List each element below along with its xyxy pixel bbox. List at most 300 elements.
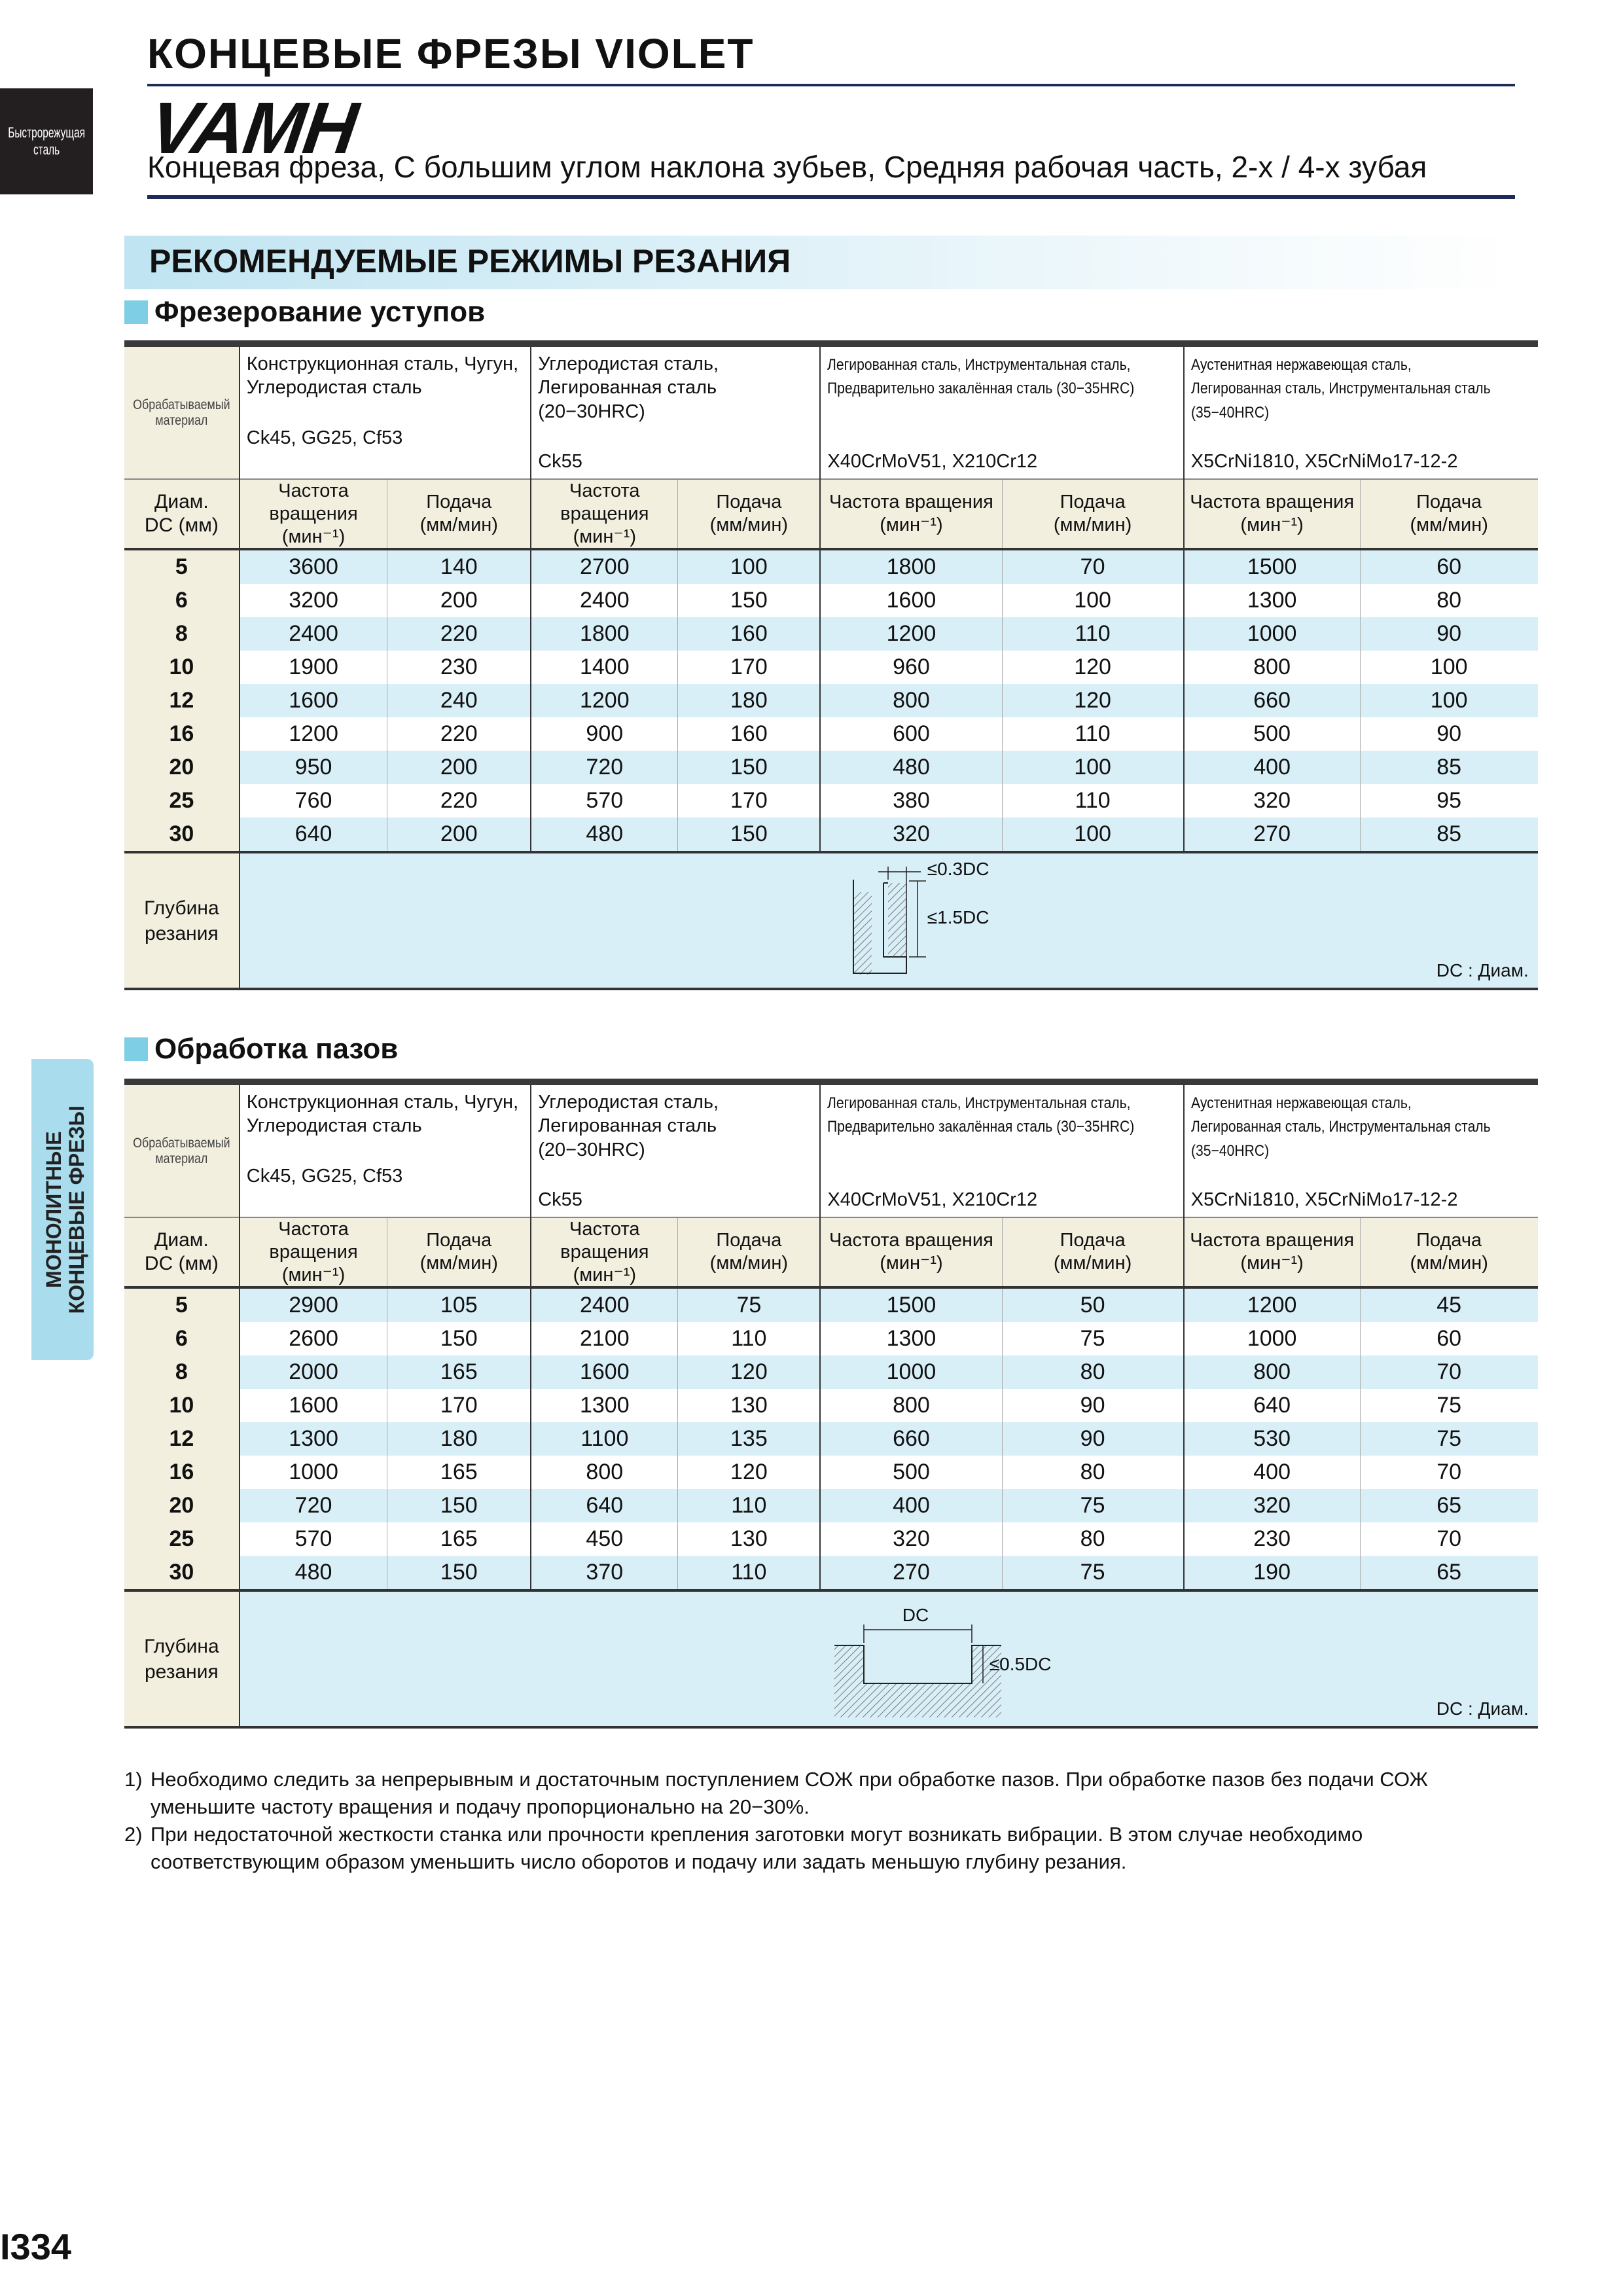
speed-cell: 370 (531, 1556, 678, 1590)
speed-header-line2: (мин⁻¹) (281, 1264, 346, 1285)
feed-header-line1: Подача (1416, 1230, 1482, 1251)
feed-header-line1: Подача (426, 492, 492, 513)
feed-cell: 90 (1002, 1389, 1184, 1422)
depth-of-cut-diagram-cell (240, 852, 1538, 989)
speed-cell: 2000 (240, 1355, 387, 1389)
material-group-1 (240, 1082, 531, 1217)
feed-cell: 130 (678, 1522, 821, 1556)
diameter-header-line2: DC (мм) (144, 514, 219, 537)
feed-cell: 200 (387, 817, 531, 852)
material-name-line: Легированная сталь, Инструментальная сталь, (827, 356, 1131, 374)
diameter-cell: 20 (124, 751, 240, 784)
speed-cell: 1200 (1184, 1287, 1360, 1322)
material-group-2 (531, 344, 820, 479)
speed-cell: 1600 (531, 1355, 678, 1389)
material-group-1 (240, 344, 531, 479)
speed-cell: 800 (820, 1389, 1002, 1422)
speed-cell: 1200 (531, 684, 678, 717)
feed-cell: 70 (1360, 1355, 1538, 1389)
speed-cell: 800 (1184, 651, 1360, 684)
material-standards: Ck45, GG25, Cf53 (246, 427, 403, 448)
feed-cell: 240 (387, 684, 531, 717)
material-name-line: (35−40HRC) (1190, 403, 1269, 422)
feed-cell: 95 (1360, 784, 1538, 817)
table1-title: Фрезерование уступов (154, 296, 486, 328)
page-title: КОНЦЕВЫЕ ФРЕЗЫ VIOLET (147, 30, 755, 77)
material-name-line: Предварительно закалённая сталь (30−35HRC) (827, 380, 1135, 398)
speed-cell: 1000 (1184, 617, 1360, 651)
dc-legend: DC : Диам. (1436, 1698, 1529, 1719)
speed-header (1184, 1217, 1360, 1287)
footnote-1: 1) Необходимо следить за непрерывным и достаточным поступлением СОЖ при обработке пазов. При обработке пазов без подачи СОЖ уменьшите частоту вращения и подачу пропорционально на 20−30%. (124, 1768, 1429, 1818)
speed-cell: 570 (531, 784, 678, 817)
diameter-cell: 25 (124, 1522, 240, 1556)
table-row (124, 1556, 1538, 1590)
feed-cell: 110 (1002, 617, 1184, 651)
footnote-2: 2) При недостаточной жесткости станка или прочности крепления заготовки могут возникать вибрации. В этом случае необходимо соответствующим образом уменьшить число оборотов и подачу или задать меньшую глубину резания. (124, 1823, 1363, 1873)
speed-header (531, 479, 678, 549)
speed-header (240, 479, 387, 549)
speed-cell: 1600 (820, 584, 1002, 617)
feed-cell: 165 (387, 1522, 531, 1556)
feed-cell: 75 (1002, 1556, 1184, 1590)
speed-header-line1: Частота вращения (1190, 492, 1355, 513)
speed-cell: 900 (531, 717, 678, 751)
speed-cell: 320 (820, 817, 1002, 852)
speed-cell: 1300 (1184, 584, 1360, 617)
table-row (124, 651, 1538, 684)
feed-cell: 110 (1002, 717, 1184, 751)
square-bullet-icon (124, 300, 148, 324)
table-row (124, 817, 1538, 852)
feed-header (678, 1217, 821, 1287)
feed-cell: 85 (1360, 751, 1538, 784)
feed-header (1002, 1217, 1184, 1287)
depth-radial-label: ≤0.3DC (927, 859, 990, 880)
diameter-cell: 10 (124, 1389, 240, 1422)
speed-cell: 480 (240, 1556, 387, 1590)
shoulder-depth-diagram (240, 853, 1538, 988)
material-name-line: Аустенитная нержавеющая сталь, (1190, 356, 1412, 374)
feed-cell: 75 (678, 1287, 821, 1322)
speed-cell: 2400 (240, 617, 387, 651)
speed-cell: 1300 (531, 1389, 678, 1422)
speed-cell: 720 (531, 751, 678, 784)
speed-cell: 640 (531, 1489, 678, 1522)
table-row (124, 784, 1538, 817)
diameter-cell: 30 (124, 1556, 240, 1590)
feed-cell: 110 (678, 1322, 821, 1355)
feed-header-line1: Подача (1416, 492, 1482, 513)
material-name-line: Аустенитная нержавеющая сталь, (1190, 1094, 1412, 1112)
feed-cell: 135 (678, 1422, 821, 1456)
feed-cell: 65 (1360, 1489, 1538, 1522)
feed-cell: 150 (678, 584, 821, 617)
feed-cell: 100 (1360, 684, 1538, 717)
cutting-table-shoulder (124, 340, 1538, 990)
feed-cell: 110 (678, 1489, 821, 1522)
speed-cell: 1500 (1184, 549, 1360, 584)
feed-cell: 90 (1360, 717, 1538, 751)
table-row (124, 1456, 1538, 1489)
feed-cell: 80 (1002, 1522, 1184, 1556)
material-label (124, 1082, 240, 1217)
material-row (124, 1082, 1538, 1217)
speed-cell: 270 (820, 1556, 1002, 1590)
speed-cell: 3600 (240, 549, 387, 584)
feed-cell: 65 (1360, 1556, 1538, 1590)
slot-depth-diagram (240, 1592, 1538, 1726)
feed-cell: 100 (678, 549, 821, 584)
material-name-line (827, 400, 1176, 423)
speed-cell: 1900 (240, 651, 387, 684)
feed-cell: 150 (678, 751, 821, 784)
speed-cell: 190 (1184, 1556, 1360, 1590)
speed-cell: 660 (820, 1422, 1002, 1456)
speed-cell: 380 (820, 784, 1002, 817)
speed-cell: 1200 (820, 617, 1002, 651)
speed-header-line2: (мин⁻¹) (1240, 1253, 1304, 1274)
material-standards: X5CrNi1810, X5CrNiMo17-12-2 (1190, 1189, 1458, 1210)
speed-header (1184, 479, 1360, 549)
speed-cell: 1000 (240, 1456, 387, 1489)
speed-cell: 2900 (240, 1287, 387, 1322)
feed-cell: 170 (678, 784, 821, 817)
section-title: РЕКОМЕНДУЕМЫЕ РЕЖИМЫ РЕЗАНИЯ (149, 243, 791, 279)
table-row (124, 1422, 1538, 1456)
material-standards: X5CrNi1810, X5CrNiMo17-12-2 (1190, 450, 1458, 472)
speed-cell: 400 (820, 1489, 1002, 1522)
feed-cell: 90 (1360, 617, 1538, 651)
speed-cell: 320 (820, 1522, 1002, 1556)
diameter-cell: 8 (124, 1355, 240, 1389)
feed-cell: 75 (1360, 1389, 1538, 1422)
feed-header-line2: (мм/мин) (1410, 514, 1488, 536)
diameter-header (124, 479, 240, 549)
feed-header-line2: (мм/мин) (1410, 1253, 1488, 1274)
speed-cell: 480 (531, 817, 678, 852)
material-group-3 (820, 1082, 1183, 1217)
material-group-4 (1184, 344, 1538, 479)
material-standards: X40CrMoV51, X210Cr12 (827, 1189, 1038, 1210)
speed-cell: 1200 (240, 717, 387, 751)
material-label-text: Обрабатываемый материал (133, 1135, 230, 1166)
depth-axial-label: ≤1.5DC (927, 907, 990, 928)
speed-cell: 1600 (240, 684, 387, 717)
material-group-2 (531, 1082, 820, 1217)
material-name-line: Предварительно закалённая сталь (30−35HRC) (827, 1118, 1135, 1136)
feed-header-line1: Подача (426, 1230, 492, 1251)
feed-cell: 80 (1360, 584, 1538, 617)
material-name-line: Легированная сталь, Инструментальная сталь (1190, 1118, 1491, 1136)
diameter-cell: 5 (124, 1287, 240, 1322)
diameter-cell: 12 (124, 1422, 240, 1456)
feed-cell: 150 (387, 1556, 531, 1590)
feed-cell: 110 (1002, 784, 1184, 817)
speed-cell: 2600 (240, 1322, 387, 1355)
column-header-row (124, 1217, 1538, 1287)
speed-header (820, 1217, 1002, 1287)
feed-cell: 180 (387, 1422, 531, 1456)
feed-cell: 60 (1360, 1322, 1538, 1355)
material-label (124, 344, 240, 479)
speed-cell: 480 (820, 751, 1002, 784)
material-name-line (827, 1138, 1176, 1162)
speed-header-line2: (мин⁻¹) (880, 1253, 943, 1274)
material-name-line: Углеродистая сталь, (538, 1092, 719, 1113)
table-row (124, 1522, 1538, 1556)
diameter-cell: 8 (124, 617, 240, 651)
material-name-line: Легированная сталь, Инструментальная сталь (1190, 380, 1491, 398)
speed-cell: 1600 (240, 1389, 387, 1422)
material-row (124, 344, 1538, 479)
speed-cell: 450 (531, 1522, 678, 1556)
feed-cell: 120 (678, 1456, 821, 1489)
speed-header-line1: Частота вращения (269, 1219, 358, 1263)
depth-of-cut-diagram-cell (240, 1590, 1538, 1727)
footnotes (124, 1766, 1518, 1876)
table-row (124, 1389, 1538, 1422)
side-tab-solid-end-mills-label: МОНОЛИТНЫЕ КОНЦЕВЫЕ ФРЕЗЫ (41, 1105, 89, 1314)
feed-header-line1: Подача (1060, 492, 1126, 513)
material-name-line: Углеродистая сталь (246, 1115, 422, 1137)
diameter-cell: 30 (124, 817, 240, 852)
table-row (124, 584, 1538, 617)
speed-cell: 3200 (240, 584, 387, 617)
slot-depth-label: ≤0.5DC (989, 1654, 1052, 1675)
feed-cell: 105 (387, 1287, 531, 1322)
square-bullet-icon (124, 1037, 148, 1061)
page-number: I334 (0, 2226, 71, 2267)
table-row (124, 1322, 1538, 1355)
speed-cell: 800 (531, 1456, 678, 1489)
speed-cell: 530 (1184, 1422, 1360, 1456)
depth-of-cut-label (124, 852, 240, 989)
speed-cell: 1400 (531, 651, 678, 684)
speed-cell: 400 (1184, 751, 1360, 784)
speed-header-line2: (мин⁻¹) (573, 1264, 637, 1285)
speed-cell: 2400 (531, 584, 678, 617)
feed-cell: 60 (1360, 549, 1538, 584)
feed-cell: 170 (678, 651, 821, 684)
depth-label-line2: резания (145, 922, 219, 944)
feed-cell: 180 (678, 684, 821, 717)
table-row (124, 1489, 1538, 1522)
speed-cell: 640 (1184, 1389, 1360, 1422)
speed-cell: 640 (240, 817, 387, 852)
speed-cell: 2400 (531, 1287, 678, 1322)
speed-header-line2: (мин⁻¹) (880, 514, 943, 536)
speed-cell: 230 (1184, 1522, 1360, 1556)
side-tab-hss (0, 88, 93, 194)
table-row (124, 751, 1538, 784)
speed-cell: 800 (820, 684, 1002, 717)
feed-header (1360, 479, 1538, 549)
table-row (124, 1355, 1538, 1389)
depth-of-cut-label (124, 1590, 240, 1727)
column-header-row (124, 479, 1538, 549)
subtitle-rule (147, 195, 1515, 199)
feed-cell: 70 (1002, 549, 1184, 584)
diameter-header-line2: DC (мм) (144, 1253, 219, 1275)
speed-cell: 1300 (240, 1422, 387, 1456)
diameter-cell: 6 (124, 1322, 240, 1355)
diameter-cell: 20 (124, 1489, 240, 1522)
speed-cell: 320 (1184, 1489, 1360, 1522)
speed-header-line2: (мин⁻¹) (281, 526, 346, 547)
feed-cell: 150 (387, 1489, 531, 1522)
cutting-table-slotting (124, 1079, 1538, 1729)
speed-cell: 660 (1184, 684, 1360, 717)
material-name-line: Легированная сталь (20−30HRC) (538, 377, 717, 422)
speed-header (531, 1217, 678, 1287)
material-standards: Ck45, GG25, Cf53 (246, 1165, 403, 1187)
product-subtitle: Концевая фреза, С большим углом наклона зубьев, Средняя рабочая часть, 2-х / 4-х зубая (147, 150, 1427, 184)
feed-cell: 70 (1360, 1522, 1538, 1556)
speed-header-line1: Частота вращения (829, 492, 993, 513)
feed-cell: 170 (387, 1389, 531, 1422)
speed-cell: 2700 (531, 549, 678, 584)
speed-header-line2: (мин⁻¹) (1240, 514, 1304, 536)
speed-header-line1: Частота вращения (829, 1230, 993, 1251)
diameter-cell: 5 (124, 549, 240, 584)
feed-cell: 85 (1360, 817, 1538, 852)
feed-header-line2: (мм/мин) (1053, 514, 1132, 536)
speed-cell: 1000 (1184, 1322, 1360, 1355)
feed-cell: 80 (1002, 1355, 1184, 1389)
feed-cell: 200 (387, 584, 531, 617)
feed-cell: 220 (387, 617, 531, 651)
feed-header (1360, 1217, 1538, 1287)
depth-of-cut-row (124, 852, 1538, 989)
material-group-3 (820, 344, 1183, 479)
speed-header-line1: Частота вращения (560, 1219, 649, 1263)
material-group-4 (1184, 1082, 1538, 1217)
feed-header-line2: (мм/мин) (709, 514, 789, 536)
speed-cell: 1000 (820, 1355, 1002, 1389)
speed-cell: 400 (1184, 1456, 1360, 1489)
model-logo: VAMH (145, 87, 362, 169)
speed-header-line1: Частота вращения (560, 480, 649, 524)
depth-label-line2: резания (145, 1660, 219, 1683)
diameter-header-line1: Диам. (154, 1229, 209, 1251)
feed-cell: 150 (678, 817, 821, 852)
feed-cell: 100 (1002, 751, 1184, 784)
speed-header (820, 479, 1002, 549)
material-name-line: (35−40HRC) (1190, 1141, 1269, 1160)
depth-of-cut-row (124, 1590, 1538, 1727)
feed-cell: 100 (1002, 584, 1184, 617)
feed-cell: 230 (387, 651, 531, 684)
speed-cell: 960 (820, 651, 1002, 684)
feed-cell: 220 (387, 717, 531, 751)
feed-header (678, 479, 821, 549)
feed-cell: 130 (678, 1389, 821, 1422)
diameter-cell: 12 (124, 684, 240, 717)
material-name-line: Углеродистая сталь, (538, 353, 719, 374)
depth-label-line1: Глубина (144, 1635, 219, 1657)
speed-cell: 500 (820, 1456, 1002, 1489)
speed-cell: 270 (1184, 817, 1360, 852)
speed-cell: 600 (820, 717, 1002, 751)
table-row (124, 617, 1538, 651)
feed-header-line2: (мм/мин) (419, 514, 498, 536)
speed-cell: 570 (240, 1522, 387, 1556)
feed-cell: 75 (1002, 1489, 1184, 1522)
material-standards: Ck55 (538, 450, 582, 472)
speed-cell: 1300 (820, 1322, 1002, 1355)
feed-cell: 75 (1002, 1322, 1184, 1355)
feed-cell: 120 (1002, 651, 1184, 684)
speed-cell: 950 (240, 751, 387, 784)
feed-cell: 110 (678, 1556, 821, 1590)
feed-cell: 90 (1002, 1422, 1184, 1456)
material-name-line: Конструкционная сталь, Чугун, (246, 1092, 519, 1113)
feed-cell: 50 (1002, 1287, 1184, 1322)
speed-cell: 500 (1184, 717, 1360, 751)
table1-heading (124, 296, 485, 329)
feed-header-line2: (мм/мин) (419, 1253, 498, 1274)
dc-legend: DC : Диам. (1436, 960, 1529, 981)
feed-cell: 100 (1360, 651, 1538, 684)
speed-cell: 2100 (531, 1322, 678, 1355)
speed-cell: 1500 (820, 1287, 1002, 1322)
side-tab-hss-label: Быстрорежущая сталь (8, 124, 85, 158)
feed-cell: 165 (387, 1355, 531, 1389)
table2-heading (124, 1033, 398, 1066)
diameter-cell: 25 (124, 784, 240, 817)
feed-cell: 120 (678, 1355, 821, 1389)
feed-header-line2: (мм/мин) (709, 1253, 789, 1274)
speed-cell: 1800 (820, 549, 1002, 584)
table-row (124, 1287, 1538, 1322)
diameter-cell: 6 (124, 584, 240, 617)
diameter-cell: 16 (124, 1456, 240, 1489)
feed-cell: 75 (1360, 1422, 1538, 1456)
feed-cell: 120 (1002, 684, 1184, 717)
feed-cell: 100 (1002, 817, 1184, 852)
diameter-cell: 10 (124, 651, 240, 684)
feed-header-line1: Подача (716, 492, 782, 513)
feed-cell: 140 (387, 549, 531, 584)
material-name-line: Легированная сталь, Инструментальная сталь, (827, 1094, 1131, 1112)
speed-cell: 760 (240, 784, 387, 817)
speed-cell: 320 (1184, 784, 1360, 817)
feed-cell: 45 (1360, 1287, 1538, 1322)
feed-cell: 160 (678, 617, 821, 651)
feed-cell: 160 (678, 717, 821, 751)
feed-cell: 220 (387, 784, 531, 817)
material-name-line: Конструкционная сталь, Чугун, (246, 353, 519, 374)
feed-cell: 165 (387, 1456, 531, 1489)
speed-cell: 720 (240, 1489, 387, 1522)
diameter-header (124, 1217, 240, 1287)
feed-cell: 80 (1002, 1456, 1184, 1489)
material-name-line: Углеродистая сталь (246, 377, 422, 399)
title-rule (147, 84, 1515, 86)
feed-header-line2: (мм/мин) (1053, 1253, 1132, 1274)
material-label-text: Обрабатываемый материал (133, 397, 230, 428)
table-row (124, 684, 1538, 717)
speed-header (240, 1217, 387, 1287)
material-name-line: Легированная сталь (20−30HRC) (538, 1115, 717, 1160)
speed-cell: 800 (1184, 1355, 1360, 1389)
speed-header-line2: (мин⁻¹) (573, 526, 637, 547)
material-standards: X40CrMoV51, X210Cr12 (827, 450, 1038, 472)
depth-label-line1: Глубина (144, 897, 219, 919)
slot-width-label: DC (902, 1605, 929, 1626)
feed-cell: 150 (387, 1322, 531, 1355)
